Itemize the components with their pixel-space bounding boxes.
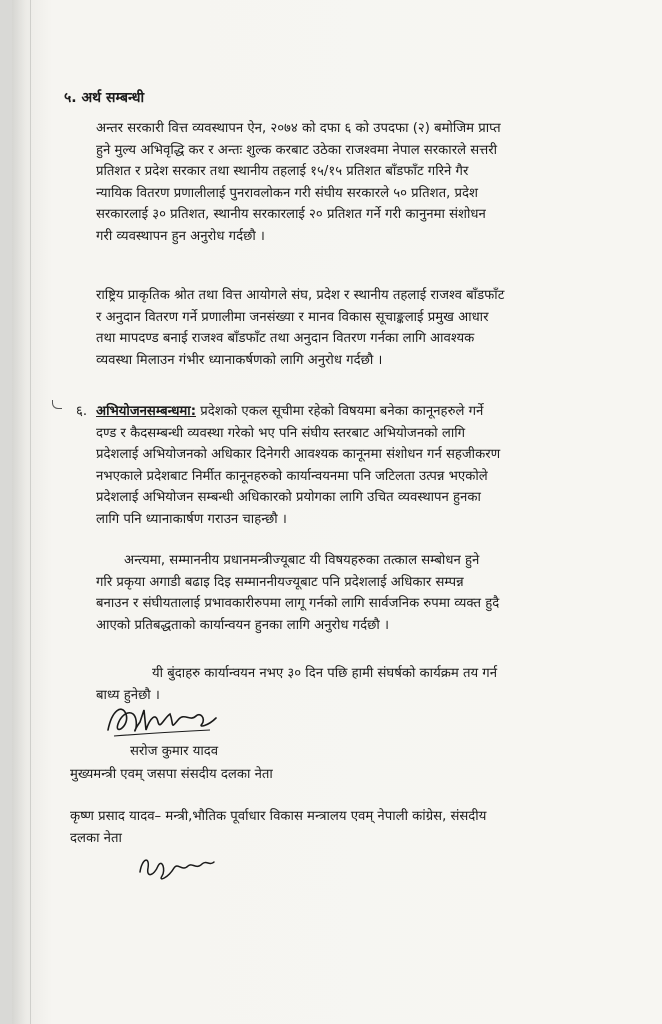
signatory-2-line-1: कृष्ण प्रसाद यादव– मन्त्री,भौतिक पूर्वाधार विकास मन्त्रालय एवम् नेपाली कांग्रेस, संसदीय — [70, 809, 487, 824]
text-line: अन्तर सरकारी वित्त व्यवस्थापन ऐन, २०७४ को दफा ६ को उपदफा (२) बमोजिम प्राप्त — [96, 121, 501, 136]
closing-paragraph-1 — [96, 550, 648, 636]
section-6-number: ६. — [76, 404, 88, 419]
document-page — [12, 0, 662, 1024]
text-line: व्यवस्था मिलाउन गंभीर ध्यानाकर्षणको लागि अनुरोध गर्दछौ । — [96, 352, 383, 368]
signatory-2-block — [70, 806, 630, 849]
text-line: प्रदेशलाई अभियोजन सम्बन्धी अधिकारको प्रयोगका लागि उचित व्यवस्थापन हुनका — [96, 490, 481, 505]
text-line: प्रतिशत र प्रदेश सरकार तथा स्थानीय तहलाई १५/१५ प्रतिशत बाँडफाँट गरिने गैर — [96, 164, 469, 179]
section-5-paragraph-1 — [96, 118, 648, 247]
text-line — [96, 401, 648, 423]
text-line: अन्त्यमा, सम्माननीय प्रधानमन्त्रीज्यूबाट यी विषयहरुका तत्काल सम्बोधन हुने — [124, 553, 480, 568]
signatory-1-name: सरोज कुमार यादव — [130, 744, 219, 759]
section-5-paragraph-2 — [96, 285, 648, 371]
text-line: बाध्य हुनेछौ । — [96, 687, 160, 703]
text-line: प्रदेशलाई अभियोजनको अधिकार दिनेगरी आवश्यक कानूनमा संशोधन गर्न सहजीकरण — [96, 447, 501, 462]
signatory-1-title: मुख्यमन्त्री एवम् जसपा संसदीय दलका नेता — [70, 767, 273, 782]
text-line: आएको प्रतिबद्धताको कार्यान्वयन हुनका लागि अनुरोध गर्दछौ । — [96, 617, 389, 633]
text-line: नभएकाले प्रदेशबाट निर्मीत कानूनहरुको कार्यान्वयनमा पनि जटिलता उत्पन्न भएकोले — [96, 468, 488, 484]
signatory-2-line-2: दलका नेता — [70, 830, 122, 846]
text-line: दण्ड र कैदसम्बन्धी व्यवस्था गरेको भए पनि संघीय स्तरबाट अभियोजनको लागि — [96, 425, 466, 441]
text-line: तथा मापदण्ड बनाई राजश्व बाँडफाँट तथा अनुदान वितरण गर्नका लागि आवश्यक — [96, 331, 475, 346]
signature-1 — [100, 700, 230, 745]
text-line: र अनुदान वितरण गर्ने प्रणालीमा जनसंख्या र मानव विकास सूचाङ्कलाई प्रमुख आधार — [96, 309, 489, 325]
text-line: बनाउन र संघीयतालाई प्रभावकारीरुपमा लागू गर्नको लागि सार्वजनिक रुपमा व्यक्त हुदै — [96, 596, 500, 611]
text-line: गरी व्यवस्थापन हुन अनुरोध गर्दछौ । — [96, 228, 265, 244]
text-line: गरि प्रकृया अगाडी बढाइ दिइ सम्माननीयज्यूबाट पनि प्रदेशलाई अधिकार सम्पन्न — [96, 574, 464, 590]
text-line: सरकारलाई ३० प्रतिशत, स्थानीय सरकारलाई २० प्रतिशत गर्ने गरी कानुनमा संशोधन — [96, 207, 486, 222]
section-6-first-line: प्रदेशको एकल सूचीमा रहेको विषयमा बनेका कानूनहरुले गर्ने — [196, 404, 484, 419]
text-line: लागि पनि ध्यानाकार्षण गराउन चाहन्छौ । — [96, 511, 287, 527]
section-6-paragraph — [96, 401, 648, 530]
text-line: राष्ट्रिय प्राकृतिक श्रोत तथा वित्त आयोगले संघ, प्रदेश र स्थानीय तहलाई राजश्व बाँडफाँट — [96, 288, 505, 303]
section-6-heading: अभियोजनसम्बन्धमा: — [96, 404, 196, 419]
signature-2 — [132, 850, 222, 885]
section-5-heading: ५. अर्थ सम्बन्धी — [64, 90, 145, 106]
text-line: यी बुंदाहरु कार्यान्वयन नभए ३० दिन पछि हामी संघर्षको कार्यक्रम तय गर्न — [152, 666, 498, 681]
handwritten-tick-mark — [52, 400, 62, 409]
text-line: न्यायिक वितरण प्रणालीलाई पुनरावलोकन गरी संघीय सरकारले ५० प्रतिशत, प्रदेश — [96, 185, 478, 201]
text-line: हुने मुल्य अभिवृद्धि कर र अन्तः शुल्क करबाट उठेका राजश्वमा नेपाल सरकारले सत्तरी — [96, 142, 498, 158]
